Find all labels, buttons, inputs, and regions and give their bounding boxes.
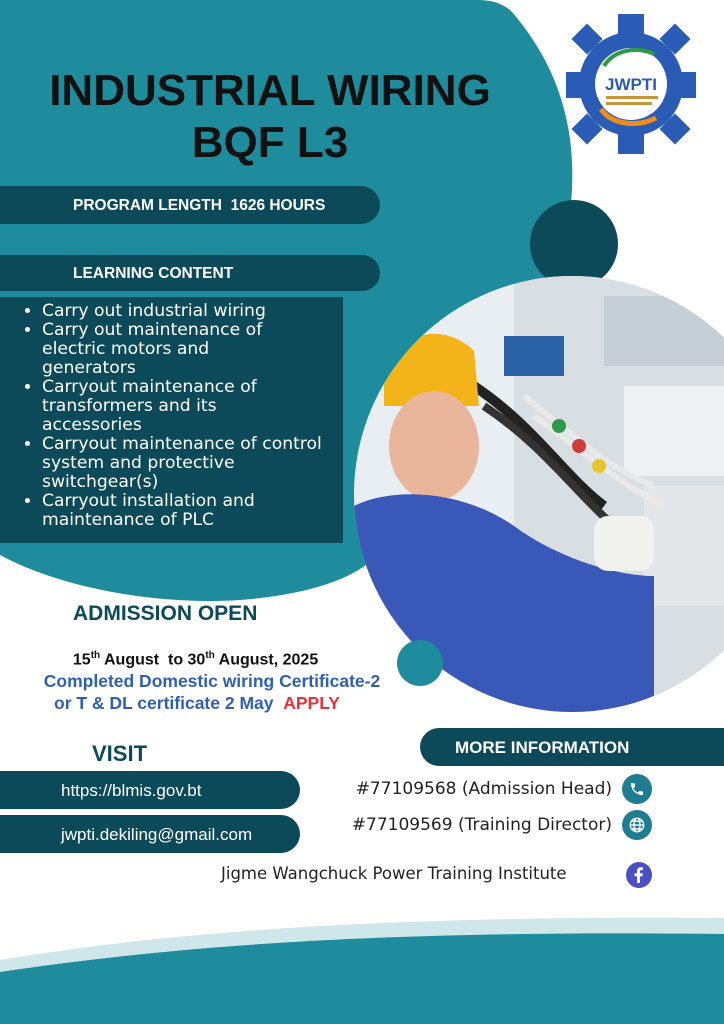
more-info-heading: MORE INFORMATION <box>455 738 630 757</box>
admission-dates <box>64 632 318 669</box>
learning-content-heading: LEARNING CONTENT <box>73 265 234 282</box>
email-link[interactable] <box>0 815 300 853</box>
learning-content-box <box>0 297 343 543</box>
learning-content-header <box>0 255 380 291</box>
date-middle: August to 30 <box>100 651 206 669</box>
website-link[interactable] <box>0 771 300 809</box>
phone-training-director[interactable]: #77109569 (Training Director) <box>351 815 612 835</box>
phone-icon[interactable] <box>622 774 652 804</box>
requirement-line1: Completed Domestic wiring Certificate-2 <box>43 671 381 691</box>
date-end-suffix: th <box>205 650 215 661</box>
page-title-line1: INDUSTRIAL WIRING <box>49 66 491 115</box>
list-item: • Carry out maintenance of electric motors and generators <box>42 321 302 378</box>
date-start-suffix: th <box>90 650 101 661</box>
list-item: • Carryout maintenance of control system and protective switchgear(s) <box>42 435 338 492</box>
email-address[interactable]: jwpti.dekiling@gmail.com <box>61 825 253 844</box>
apply-label[interactable]: APPLY <box>283 693 340 713</box>
logo-text: JWPTI <box>605 75 657 94</box>
list-item: • Carry out industrial wiring <box>42 302 343 321</box>
learning-content-list <box>0 297 343 530</box>
facebook-page-name[interactable]: Jigme Wangchuck Power Training Institute <box>221 864 567 883</box>
page-title-line2: BQF L3 <box>191 118 349 167</box>
admission-heading: ADMISSION OPEN <box>73 602 258 625</box>
globe-icon[interactable] <box>622 810 652 840</box>
requirement-line2 <box>0 693 394 714</box>
date-end: August, 2025 <box>214 651 319 669</box>
dark-decor-circle <box>530 200 618 288</box>
visit-heading: VISIT <box>92 741 148 766</box>
phone-admission-head[interactable]: #77109568 (Admission Head) <box>355 779 612 799</box>
more-info-header <box>420 728 724 766</box>
program-length-badge <box>0 186 380 224</box>
date-start-day: 15 <box>72 651 91 669</box>
requirement-line2-text: or T & DL certificate 2 May <box>54 693 274 713</box>
program-length-label: PROGRAM LENGTH 1626 HOURS <box>73 197 326 214</box>
list-item: • Carryout maintenance of transformers and its accessories <box>42 378 302 435</box>
gear-logo-icon <box>566 14 696 154</box>
website-url[interactable]: https://blmis.gov.bt <box>61 781 202 800</box>
list-item: • Carryout installation and maintenance of PLC <box>42 492 302 530</box>
facebook-icon[interactable] <box>626 862 652 888</box>
